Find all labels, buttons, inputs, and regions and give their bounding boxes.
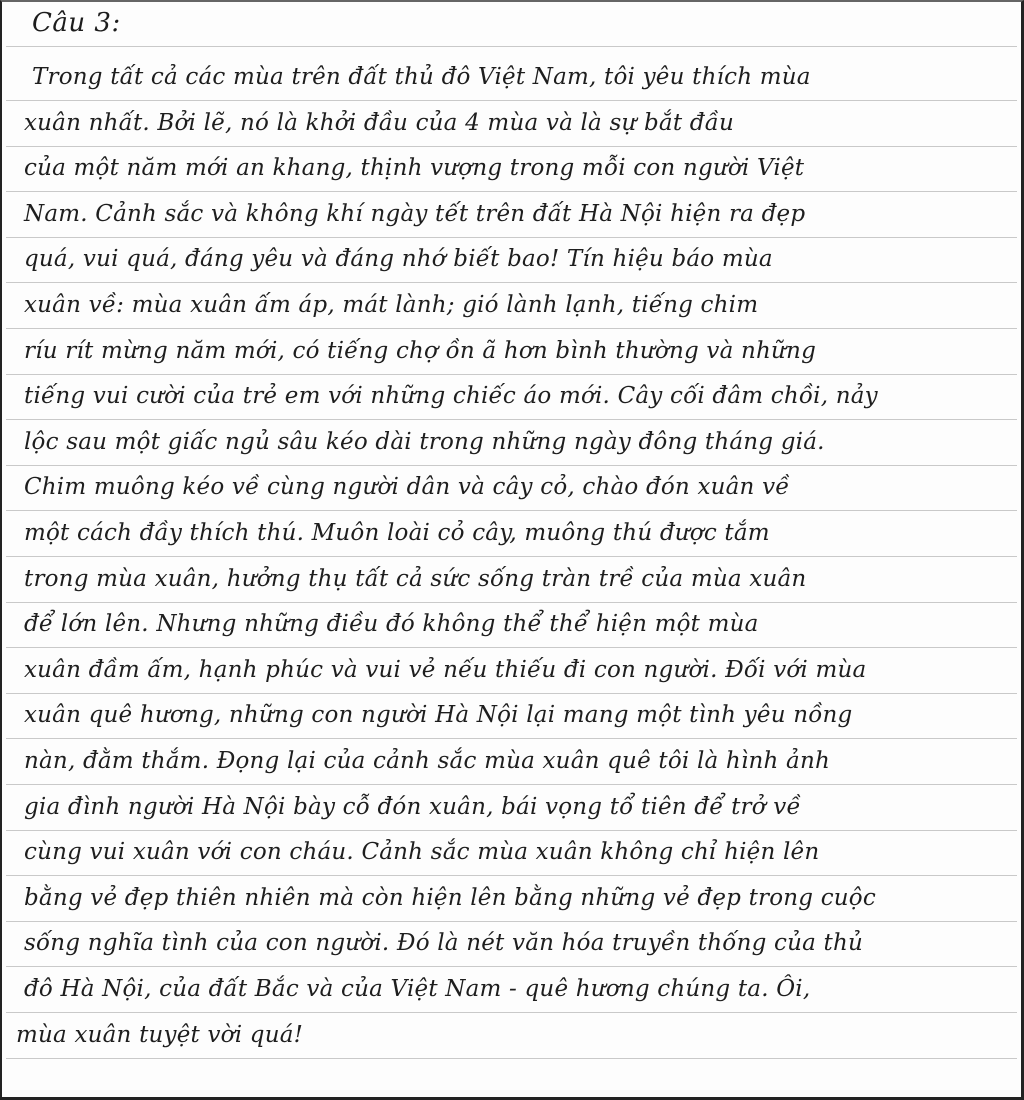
essay-line: Trong tất cả các mùa trên đất thủ đô Việt Nam, tôi yêu thích mùa [32,64,811,90]
ruled-line [6,875,1017,876]
ruled-line [6,146,1017,147]
ruled-line [6,738,1017,739]
ruled-line [6,921,1017,922]
essay-line: để lớn lên. Nhưng những điều đó không thể thể hiện một mùa [24,611,759,638]
essay-line: đô Hà Nội, của đất Bắc và của Việt Nam - quê hương chúng ta. Ôi, [24,976,811,1002]
essay-line: bằng vẻ đẹp thiên nhiên mà còn hiện lên bằng những vẻ đẹp trong cuộc [24,884,876,911]
ruled-line [6,100,1017,101]
ruled-line [6,282,1017,283]
essay-line: xuân quê hương, những con người Hà Nội lại mang một tình yêu nồng [24,702,853,729]
ruled-line [6,693,1017,694]
ruled-line [6,191,1017,192]
ruled-line [6,237,1017,238]
essay-line: của một năm mới an khang, thịnh vượng trong mỗi con người Việt [24,155,805,182]
ruled-line [6,556,1017,557]
essay-line: xuân nhất. Bởi lẽ, nó là khởi đầu của 4 mùa và là sự bắt đầu [24,109,735,136]
essay-line: mùa xuân tuyệt vời quá! [16,1021,304,1048]
essay-line: Nam. Cảnh sắc và không khí ngày tết trên đất Hà Nội hiện ra đẹp [24,200,806,227]
essay-line: sống nghĩa tình của con người. Đó là nét văn hóa truyền thống của thủ [24,930,864,957]
ruled-line [6,1012,1017,1013]
ruled-line [6,966,1017,967]
ruled-line [6,510,1017,511]
essay-line: tiếng vui cười của trẻ em với những chiếc áo mới. Cây cối đâm chồi, nảy [24,383,878,410]
ruled-line [6,647,1017,648]
essay-line: một cách đầy thích thú. Muôn loài cỏ cây, muông thú được tắm [24,520,770,546]
ruled-line [6,46,1017,47]
ruled-line [6,374,1017,375]
ruled-line [6,328,1017,329]
essay-line: cùng vui xuân với con cháu. Cảnh sắc mùa xuân không chỉ hiện lên [24,839,820,866]
essay-line: Chim muông kéo về cùng người dân và cây cỏ, chào đón xuân về [24,474,790,501]
essay-line: nàn, đằm thắm. Đọng lại của cảnh sắc mùa xuân quê tôi là hình ảnh [24,748,830,774]
ruled-line [6,784,1017,785]
essay-line: quá, vui quá, đáng yêu và đáng nhớ biết bao! Tín hiệu báo mùa [24,246,773,273]
question-heading: Câu 3: [32,8,121,38]
essay-line: lộc sau một giấc ngủ sâu kéo dài trong những ngày đông tháng giá. [24,428,825,455]
ruled-line [6,1058,1017,1059]
essay-line: trong mùa xuân, hưởng thụ tất cả sức sống tràn trề của mùa xuân [24,565,807,592]
ruled-line [6,830,1017,831]
essay-line: gia đình người Hà Nội bày cỗ đón xuân, bái vọng tổ tiên để trở về [24,793,801,820]
ruled-line [6,465,1017,466]
essay-line: xuân về: mùa xuân ấm áp, mát lành; gió lành lạnh, tiếng chim [24,292,759,318]
ruled-line [6,419,1017,420]
essay-line: ríu rít mừng năm mới, có tiếng chợ ồn ã hơn bình thường và những [24,337,816,364]
ruled-line [6,602,1017,603]
essay-line: xuân đầm ấm, hạnh phúc và vui vẻ nếu thiếu đi con người. Đối với mùa [24,656,867,683]
